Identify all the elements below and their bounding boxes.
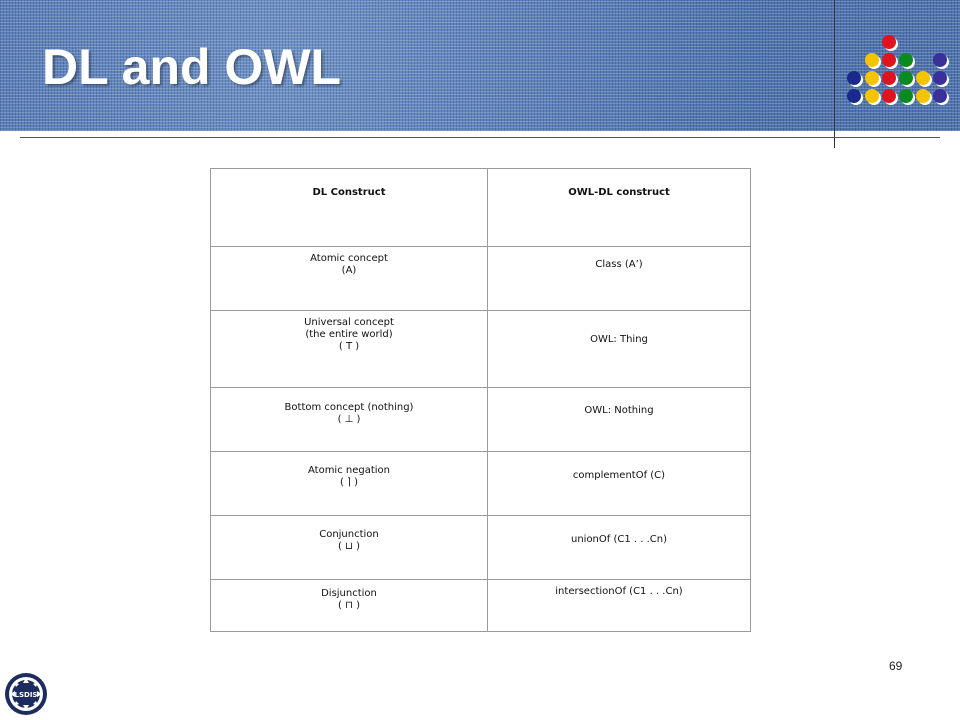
table-row	[211, 388, 751, 452]
dot-purple	[933, 71, 947, 85]
dot-yellow	[865, 71, 879, 85]
owl-cell: complementOf (C)	[488, 452, 751, 516]
vertical-divider	[834, 0, 835, 148]
table-row	[211, 452, 751, 516]
dl-text: Universal concept	[304, 317, 394, 328]
dl-cell	[211, 247, 488, 311]
dl-text: ( ⌉ )	[339, 477, 359, 488]
dot-yellow	[865, 89, 879, 103]
owl-cell: OWL: Thing	[488, 311, 751, 388]
dl-text: (A)	[341, 265, 357, 276]
table-row	[211, 516, 751, 580]
horizontal-divider	[20, 137, 940, 138]
logo-text: LSDIS	[14, 691, 38, 699]
dl-text: Atomic concept	[310, 253, 388, 264]
dl-text: (the entire world)	[305, 329, 393, 340]
lsdis-logo-icon	[4, 672, 48, 716]
slide-title: DL and OWL	[42, 39, 342, 95]
owl-cell: OWL: Nothing	[488, 388, 751, 452]
dot-green	[899, 53, 913, 67]
dot-yellow	[916, 89, 930, 103]
dl-text: ( T )	[338, 341, 360, 352]
dl-text: ( ⊔ )	[338, 541, 360, 552]
dl-cell	[211, 580, 488, 632]
dot-navy	[847, 89, 861, 103]
dot-yellow	[865, 53, 879, 67]
dot-navy	[847, 71, 861, 85]
dot-red	[882, 35, 896, 49]
header-owl-construct: OWL-DL construct	[488, 169, 751, 247]
dot-red	[882, 89, 896, 103]
dl-text: ( ⊥ )	[337, 414, 361, 425]
owl-cell: unionOf (C1 . . .Cn)	[488, 516, 751, 580]
dot-green	[899, 89, 913, 103]
page-number: 69	[889, 659, 903, 673]
table-row	[211, 311, 751, 388]
dl-cell	[211, 388, 488, 452]
dl-text: Disjunction	[321, 588, 377, 599]
dl-cell	[211, 452, 488, 516]
dot-purple	[933, 89, 947, 103]
dl-owl-table	[210, 168, 751, 632]
dot-red	[882, 71, 896, 85]
dl-cell	[211, 516, 488, 580]
dot-yellow	[916, 71, 930, 85]
dot-green	[899, 71, 913, 85]
table-row	[211, 247, 751, 311]
table-row	[211, 580, 751, 632]
decorative-dots-icon	[843, 33, 955, 105]
table-header-row	[211, 169, 751, 247]
dot-purple	[933, 53, 947, 67]
owl-cell: intersectionOf (C1 . . .Cn)	[488, 580, 751, 632]
owl-cell: Class (A’)	[488, 247, 751, 311]
dl-text: Conjunction	[319, 529, 379, 540]
dl-text: Atomic negation	[307, 465, 391, 476]
dl-text: ( ⊓ )	[338, 600, 360, 611]
header-dl-construct: DL Construct	[211, 169, 488, 247]
dl-cell	[211, 311, 488, 388]
dot-red	[882, 53, 896, 67]
dl-text: Bottom concept (nothing)	[284, 402, 414, 413]
